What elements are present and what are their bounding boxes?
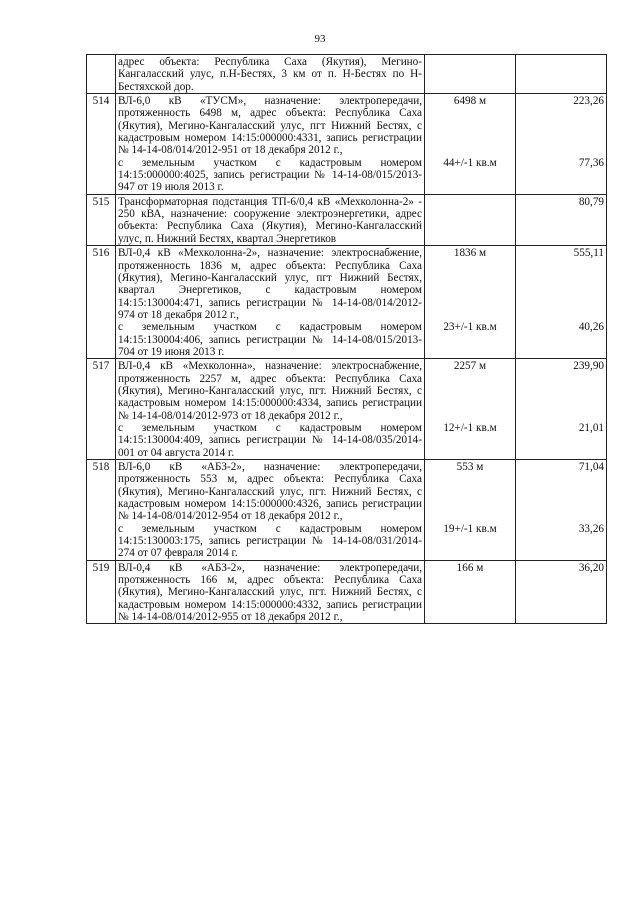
registry-table — [86, 54, 607, 624]
description-paragraph: ВЛ-0,4 кВ «Мехколонна-2», назначение: электроснабжение, протяженность 1836 м, адрес объекта: Республика Саха (Якутия), Мегино-Кангаласский улус, пгт Нижний Бестях, квартал Энергетиков, с кадастровым номером 14:15:130004:471, запись регистрации № 14-14-08/014/2012-974 от 18 декабря 2012 г., — [118, 247, 422, 321]
quantity-cell — [425, 55, 516, 94]
object-description — [116, 560, 425, 624]
object-description — [116, 246, 425, 359]
table-row — [87, 246, 607, 359]
cost-value: 21,01 — [578, 421, 604, 434]
cost-value: 239,90 — [573, 360, 604, 373]
table-row — [87, 359, 607, 460]
description-paragraph: Трансформаторная подстанция ТП-6/0,4 кВ «Мехколонна-2» - 250 кВА, назначение: сооружение электроэнергетики, адрес объекта: Республика Саха (Якутия), Мегино-Кангаласский улус, п. Нижний Бестях, квартал Энергетиков — [118, 195, 422, 245]
cost-value: 77,36 — [578, 156, 604, 169]
row-number: 519 — [87, 560, 116, 624]
value-cell — [516, 460, 607, 561]
description-paragraph: адрес объекта: Республика Саха (Якутия), Мегино-Кангаласский улус, п.Н-Бестях, 3 км от п. Н-Бестях по Н-Бестяхской дор. — [118, 56, 422, 93]
description-paragraph: с земельным участком с кадастровым номером 14:15:130003:175, запись регистрации № 14-14-08/031/2014-274 от 07 февраля 2014 г. — [118, 522, 422, 560]
description-paragraph: ВЛ-6,0 кВ «АБЗ-2», назначение: электропередачи, протяженность 553 м, адрес объекта: Республика Саха (Якутия), Мегино-Кангаласский улус, пгт. Нижний Бестях, с кадастровым номером 14:15:000000:4326, запись регистрации № 14-14-08/014/2012-954 от 18 декабря 2012 г., — [118, 461, 422, 523]
description-paragraph: ВЛ-0,4 кВ «АБЗ-2», назначение: электропередачи, протяженность 166 м, адрес объекта: Республика Саха (Якутия), Мегино-Кангаласский улус, пгт. Нижний Бестях, с кадастровым номером 14:15:000000:4332, запись регистрации № 14-14-08/014/2012-955 от 18 декабря 2012 г., — [118, 561, 422, 624]
quantity-value: 44+/-1 кв.м — [443, 156, 497, 169]
value-cell — [516, 560, 607, 624]
row-number: 517 — [87, 359, 116, 460]
cost-value: 223,26 — [573, 95, 604, 108]
cost-value: 40,26 — [578, 321, 604, 334]
table-row — [87, 560, 607, 624]
row-number: 514 — [87, 94, 116, 195]
quantity-value: 23+/-1 кв.м — [443, 321, 497, 334]
object-description — [116, 359, 425, 460]
quantity-cell — [425, 246, 516, 359]
table-row — [87, 194, 607, 245]
quantity-value: 553 м — [456, 461, 484, 473]
cost-value: 71,04 — [578, 461, 604, 473]
page-number: 93 — [314, 33, 326, 45]
quantity-cell — [425, 460, 516, 561]
value-cell — [516, 246, 607, 359]
row-number: 516 — [87, 246, 116, 359]
row-number — [87, 55, 116, 94]
description-paragraph: с земельным участком с кадастровым номером 14:15:130004:409, запись регистрации № 14-14-08/035/2014-001 от 04 августа 2014 г. — [118, 421, 422, 459]
quantity-value: 166 м — [456, 561, 484, 574]
object-description — [116, 55, 425, 94]
quantity-cell — [425, 359, 516, 460]
quantity-cell — [425, 560, 516, 624]
quantity-cell — [425, 194, 516, 245]
cost-value: 33,26 — [578, 522, 604, 535]
quantity-value: 2257 м — [453, 360, 487, 373]
table-row — [87, 460, 607, 561]
quantity-cell — [425, 94, 516, 195]
table-row — [87, 55, 607, 94]
cost-value: 80,79 — [578, 195, 604, 208]
row-number: 518 — [87, 460, 116, 561]
value-cell — [516, 194, 607, 245]
row-number: 515 — [87, 194, 116, 245]
registry-body — [87, 55, 607, 624]
quantity-value: 12+/-1 кв.м — [443, 421, 497, 434]
quantity-value: 6498 м — [453, 95, 487, 108]
cost-value: 36,20 — [578, 561, 604, 574]
description-paragraph: ВЛ-0,4 кВ «Мехколонна», назначение: электроснабжение, протяженность 2257 м, адрес объекта: Республика Саха (Якутия), Мегино-Кангаласский улус, пгт. Нижний Бестях, с кадастровым номером 14:15:000000:4334, запись регистрации № 14-14-08/014/2012-973 от 18 декабря 2012 г., — [118, 360, 422, 422]
table-row — [87, 94, 607, 195]
value-cell — [516, 55, 607, 94]
description-paragraph: с земельным участком с кадастровым номером 14:15:130004:406, запись регистрации № 14-14-08/015/2013-704 от 19 июня 2013 г. — [118, 321, 422, 358]
quantity-value: 1836 м — [453, 247, 487, 260]
description-paragraph: ВЛ-6,0 кВ «ТУСМ», назначение: электропередачи, протяженность 6498 м, адрес объекта: Республика Саха (Якутия), Мегино-Кангаласский улус, пгт Нижний Бестях, с кадастровым номером 14:15:000000:4331, запись регистрации № 14-14-08/014/2012-951 от 18 декабря 2012 г., — [118, 95, 422, 157]
object-description — [116, 194, 425, 245]
object-description — [116, 460, 425, 561]
description-paragraph: с земельным участком с кадастровым номером 14:15:000000:4025, запись регистрации № 14-14-08/015/2013-947 от 19 июля 2013 г. — [118, 156, 422, 194]
value-cell — [516, 94, 607, 195]
object-description — [116, 94, 425, 195]
cost-value: 555,11 — [573, 247, 604, 260]
quantity-value: 19+/-1 кв.м — [443, 522, 497, 535]
value-cell — [516, 359, 607, 460]
